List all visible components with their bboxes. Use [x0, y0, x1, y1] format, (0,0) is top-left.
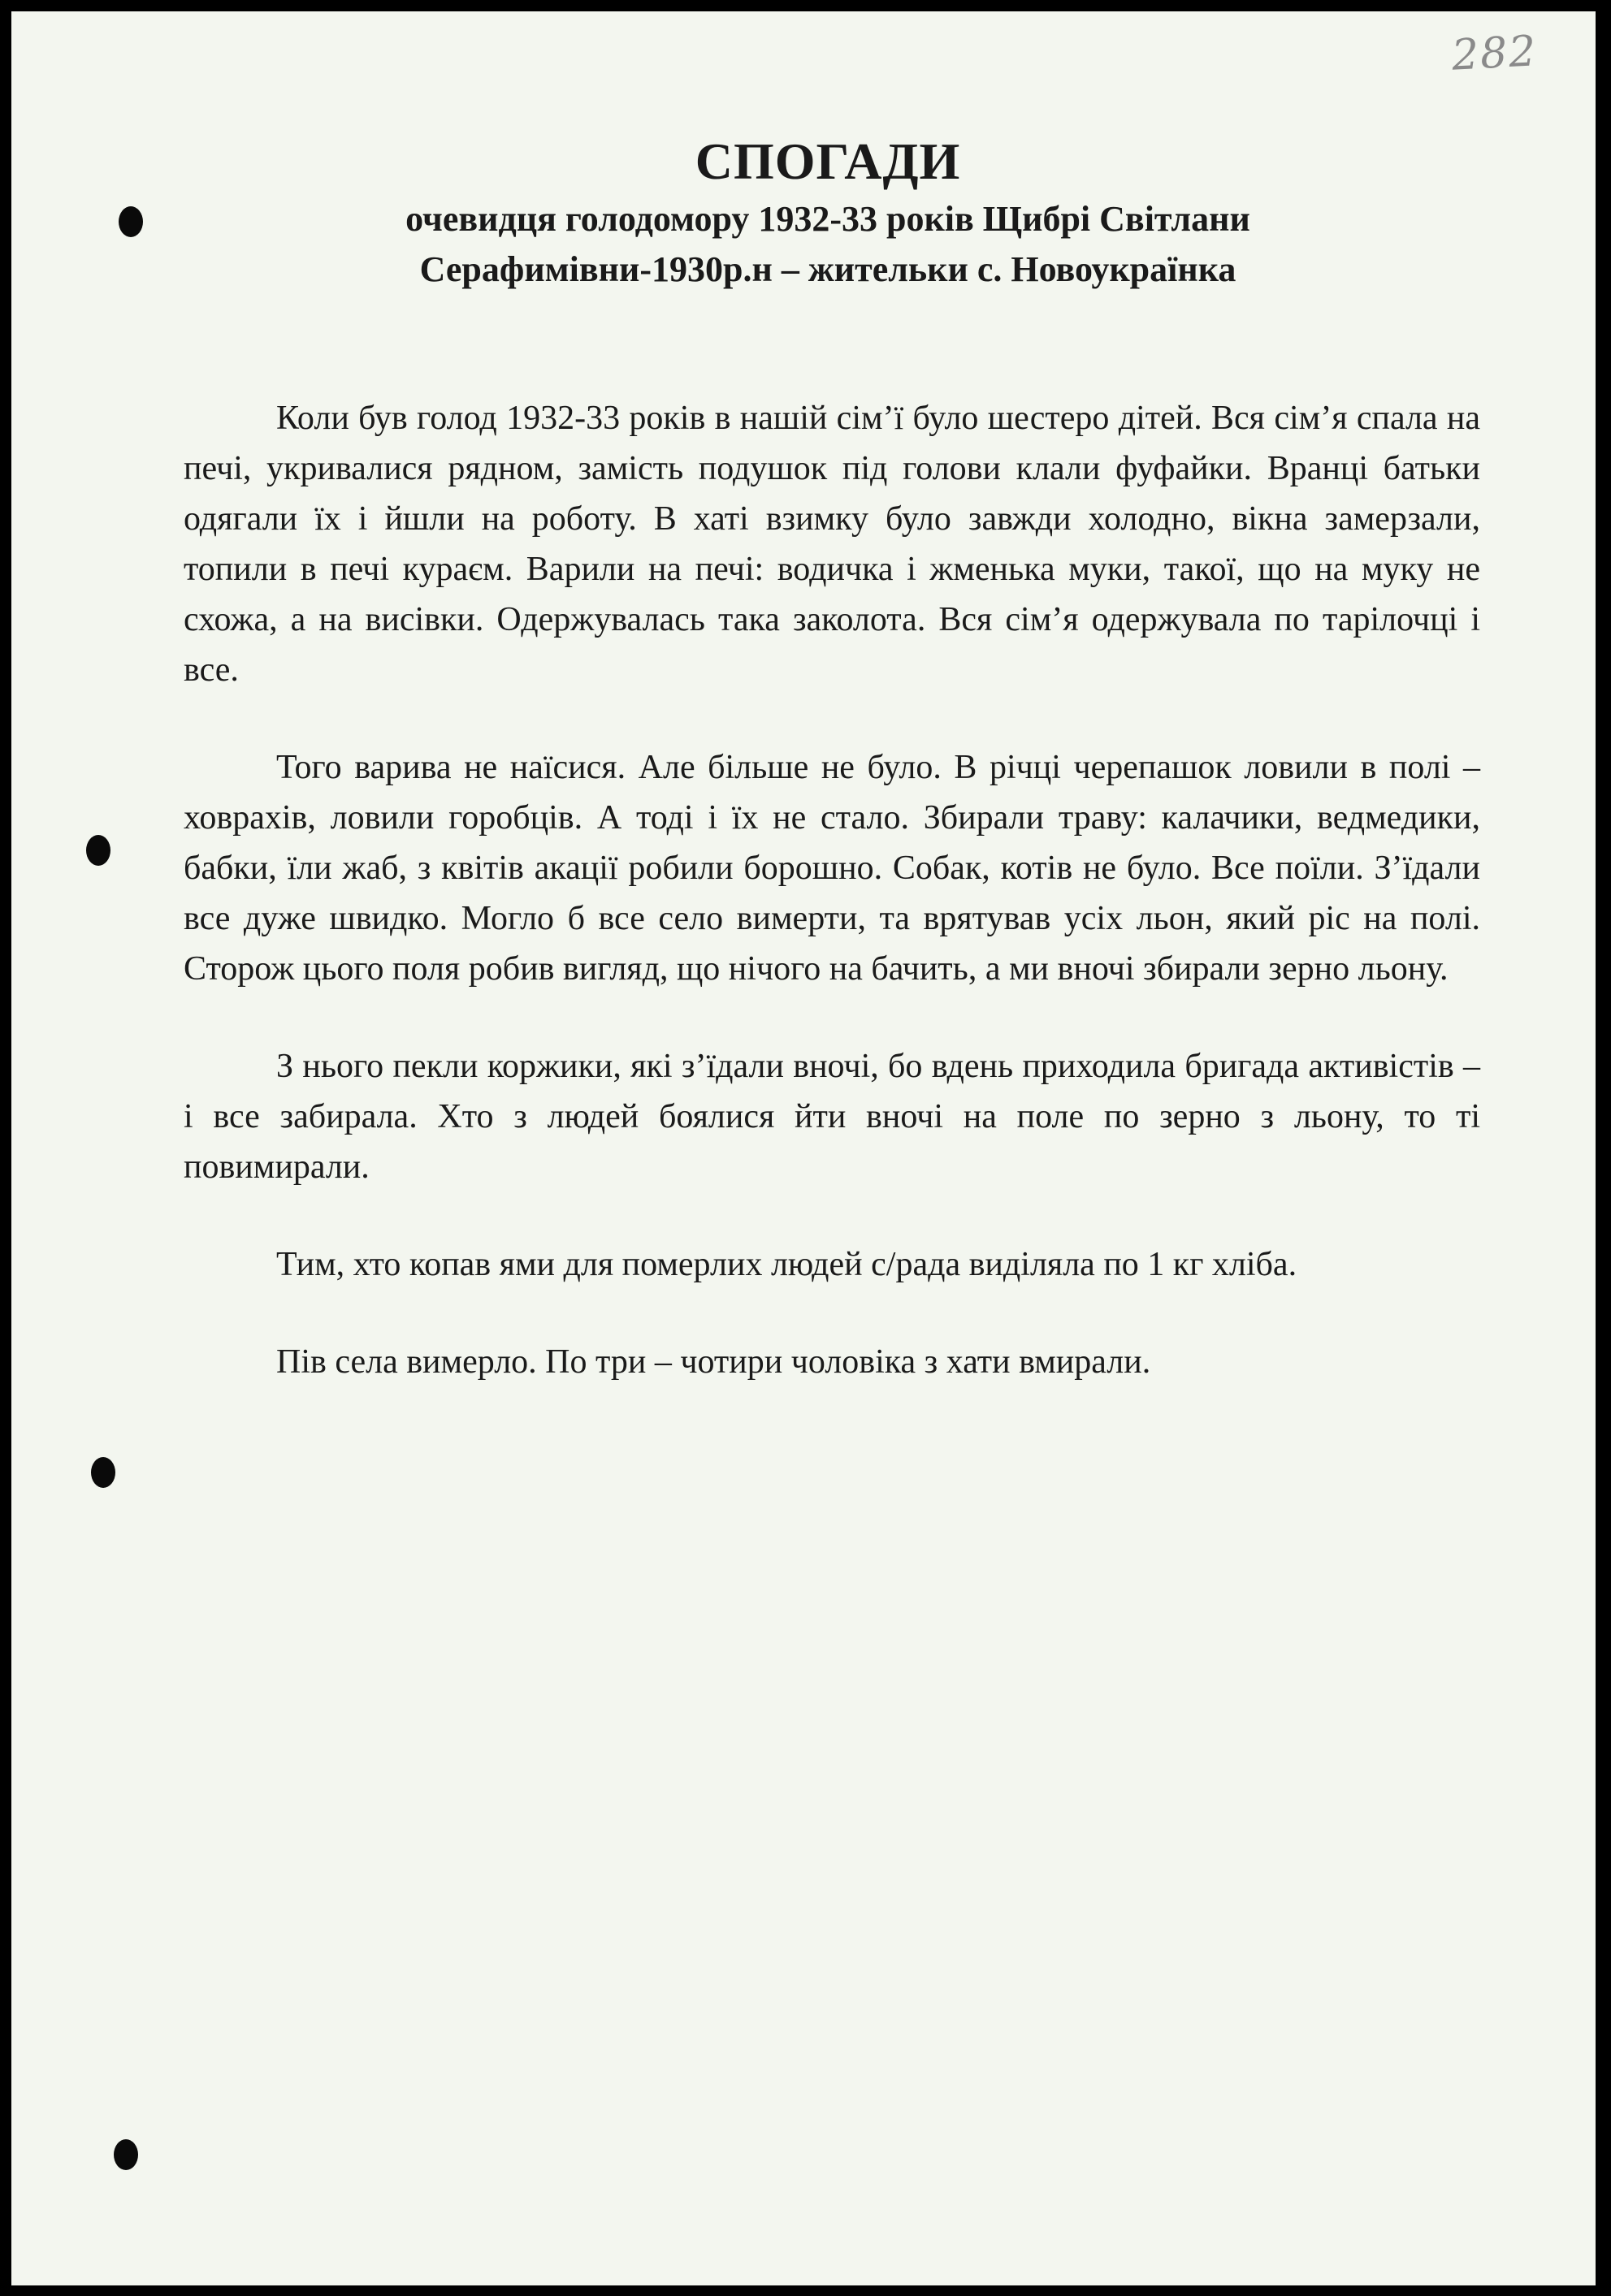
document-page [11, 11, 1596, 2285]
document-body [184, 393, 1480, 1387]
subtitle-line-1: очевидця голодомору 1932-33 років Щибрі Світлани [405, 199, 1250, 239]
subtitle-line-2: Серафимівни-1930р.н – жительки с. Новоукраїнка [419, 249, 1236, 289]
document-subtitle [11, 194, 1596, 295]
paragraph: Тим, хто копав ями для померлих людей с/рада виділяла по 1 кг хліба. [276, 1246, 1297, 1283]
punch-hole [114, 2139, 138, 2170]
punch-hole [91, 1457, 115, 1488]
handwritten-page-number: 282 [1450, 27, 1539, 80]
document-title: СПОГАДИ [695, 132, 961, 190]
paragraph: З нього пекли коржики, які з’їдали вночі, бо вдень приходила бригада активістів – і все забирала. Хто з людей боялися йти вночі на поле по зерно з льону, то ті повимирали. [184, 1048, 1480, 1186]
paragraph: Того варива не наїсися. Але більше не було. В річці черепашок ловили в полі – ховрахів, ловили горобців. А тоді і їх не стало. Збирали траву: калачики, ведмедики, бабки, їли жаб, з квітів акації робили борошно. Собак, котів не було. Все поїли. З’їдали все дуже швидко. Могло б все село вимерти, та врятував усіх льон, який ріс на полі. Сторож цього поля робив вигляд, що нічого на бачить, а ми вночі збирали зерно льону. [184, 749, 1480, 988]
paragraph: Пів села вимерло. По три – чотири чоловіка з хати вмирали. [276, 1343, 1151, 1381]
punch-hole [86, 835, 110, 866]
paragraph: Коли був голод 1932-33 років в нашій сім’ї було шестеро дітей. Вся сім’я спала на печі, укривалися рядном, замість подушок під голови клали фуфайки. Вранці батьки одягали їх і йшли на роботу. В хаті взимку було завжди холодно, вікна замерзали, топили в печі кураєм. Варили на печі: водичка і жменька муки, такої, що на муку не схожа, а на висівки. Одержувалась така заколота. Вся сім’я одержувала по тарілочці і все. [184, 400, 1480, 689]
